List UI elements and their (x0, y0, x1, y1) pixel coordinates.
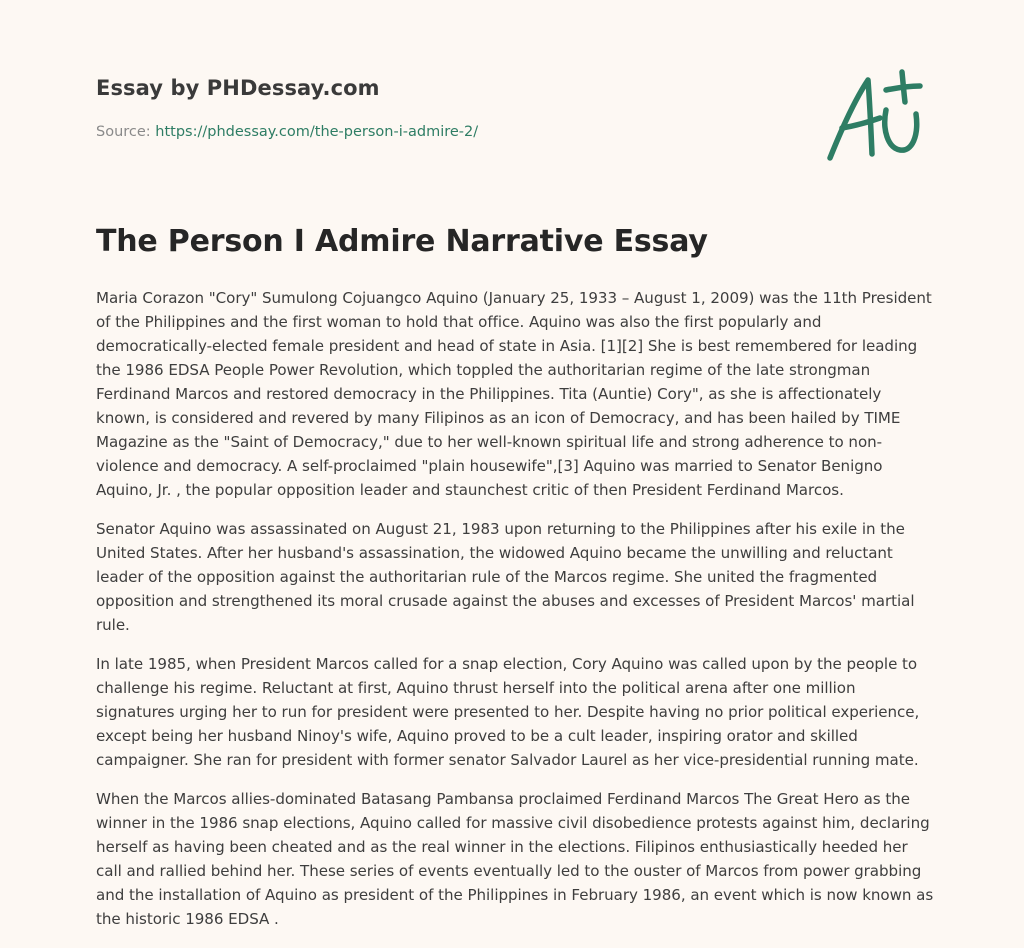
essay-paragraph: In late 1985, when President Marcos called for a snap election, Cory Aquino was called upon by the people to challenge his regime. Reluctant at first, Aquino thrust herself into the political arena after one million signatures urging her to run for president were presented to her. Despite having no prior political experience, except being her husband Ninoy's wife, Aquino proved to be a cult leader, inspiring orator and skilled campaigner. She ran for president with former senator Salvador Laurel as her vice-presidential running mate. (96, 655, 920, 769)
essay-body (96, 286, 936, 946)
source-line (96, 124, 478, 140)
plus-horizontal-stroke (886, 86, 920, 90)
a-letter-stroke (830, 80, 872, 158)
essay-title: The Person I Admire Narrative Essay (96, 224, 708, 259)
swoosh-stroke (885, 110, 917, 150)
essay-paragraph: When the Marcos allies-dominated Batasang Pambansa proclaimed Ferdinand Marcos The Great Hero as the winner in the 1986 snap elections, Aquino called for massive civil disobedience protests against him, declaring herself as having been cheated and as the real winner in the elections. Filipinos enthusiastically heeded her call and rallied behind her. These series of events eventually led to the ouster of Marcos from power grabbing and the installation of Aquino as president of the Philippines in February 1986, an event which is now known as the historic 1986 EDSA . (96, 790, 934, 928)
essay-paragraph: Maria Corazon "Cory" Sumulong Cojuangco Aquino (January 25, 1933 – August 1, 2009) was the 11th President of the Philippines and the first woman to hold that office. Aquino was also the first popularly and democratically-elected female president and head of state in Asia. [1][2] She is best remembered for leading the 1986 EDSA People Power Revolution, which toppled the authoritarian regime of the late strongman Ferdinand Marcos and restored democracy in the Philippines. Tita (Auntie) Cory", as she is affectionately known, is considered and revered by many Filipinos as an icon of Democracy, and has been hailed by TIME Magazine as the "Saint of Democracy," due to her well-known spiritual life and strong adherence to non-violence and democracy. A self-proclaimed "plain housewife",[3] Aquino was married to Senator Benigno Aquino, Jr. , the popular opposition leader and staunchest critic of then President Ferdinand Marcos. (96, 289, 932, 499)
site-label: Essay by PHDessay.com (96, 76, 380, 100)
source-link[interactable]: https://phdessay.com/the-person-i-admire-2/ (155, 124, 479, 140)
a-plus-logo (820, 66, 930, 166)
essay-paragraph: Senator Aquino was assassinated on August 21, 1983 upon returning to the Philippines after his exile in the United States. After her husband's assassination, the widowed Aquino became the unwilling and reluctant leader of the opposition against the authoritarian rule of the Marcos regime. She united the fragmented opposition and strengthened its moral crusade against the abuses and excesses of President Marcos' martial rule. (96, 520, 915, 634)
source-prefix: Source: (96, 124, 156, 140)
